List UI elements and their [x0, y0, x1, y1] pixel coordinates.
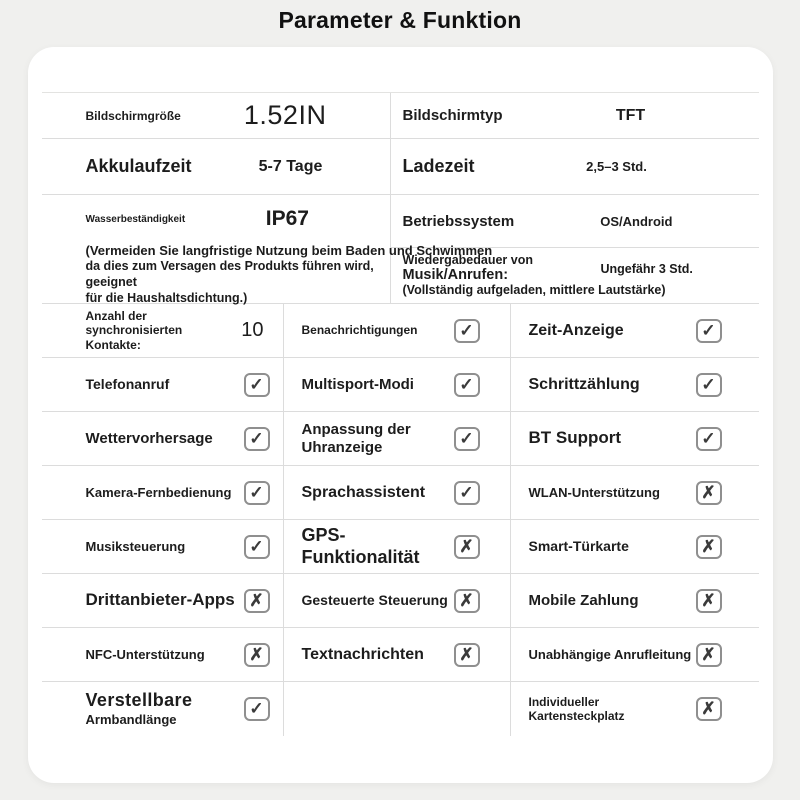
checkbox-checked-icon: ✓	[454, 481, 480, 505]
feature-cell-camera-remote	[42, 466, 284, 520]
checkbox-crossed-icon: ✗	[696, 589, 722, 613]
feature-cell-adjustable-strap	[42, 682, 284, 736]
feature-label: Textnachrichten	[301, 645, 424, 663]
feature-label: GPS-Funktionalität	[301, 524, 420, 567]
spec-value: Ungefähr 3 Std.	[600, 262, 693, 276]
note-line: (Vermeiden Sie langfristige Nutzung beim Baden und Schwimmen	[85, 243, 493, 258]
feature-cell-watchface-customization	[284, 412, 511, 466]
feature-label: Anpassung der Uhranzeige	[301, 420, 411, 456]
feature-cell-independent-call-line	[511, 628, 759, 682]
feature-cell-nfc-support	[42, 628, 284, 682]
checkbox-crossed-icon: ✗	[454, 535, 480, 559]
spec-label: Akkulaufzeit	[85, 156, 192, 176]
spec-label: Ladezeit	[402, 156, 475, 176]
spec-card	[28, 47, 773, 783]
spec-table	[42, 92, 759, 304]
checkbox-crossed-icon: ✗	[454, 643, 480, 667]
checkbox-checked-icon: ✓	[454, 427, 480, 451]
feature-label: BT Support	[528, 428, 622, 448]
feature-label: Benachrichtigungen	[301, 323, 418, 338]
spec-value: TFT	[615, 106, 646, 124]
feature-label: WLAN-Unterstützung	[528, 484, 660, 500]
feature-label: Schrittzählung	[528, 375, 640, 393]
feature-label: Unabhängige Anrufleitung	[528, 646, 692, 662]
spec-label: Wasserbeständigkeit	[85, 213, 186, 225]
feature-cell-mobile-payment	[511, 574, 759, 628]
spec-label: Wiedergabedauer von	[402, 253, 533, 267]
feature-cell-notifications	[284, 304, 511, 358]
feature-label: Kamera-Fernbedienung	[85, 484, 232, 500]
page-title: Parameter & Funktion	[278, 7, 522, 33]
checkbox-crossed-icon: ✗	[696, 535, 722, 559]
checkbox-checked-icon: ✓	[696, 427, 722, 451]
spec-label: Musik/Anrufen:	[402, 267, 509, 283]
checkbox-checked-icon: ✓	[244, 481, 270, 505]
feature-cell-gesture-control	[284, 574, 511, 628]
feature-grid	[42, 304, 759, 736]
feature-cell-text-messages	[284, 628, 511, 682]
spec-column-right	[391, 93, 759, 303]
spec-row-screen-type	[391, 93, 759, 139]
checkbox-crossed-icon: ✗	[454, 589, 480, 613]
feature-label: NFC-Unterstützung	[85, 646, 205, 662]
feature-label: Telefonanruf	[85, 376, 170, 393]
checkbox-checked-icon: ✓	[454, 373, 480, 397]
checkbox-crossed-icon: ✗	[696, 643, 722, 667]
feature-cell-thirdparty-apps	[42, 574, 284, 628]
spec-label: Bildschirmtyp	[402, 107, 503, 124]
note-line: für die Haushaltsdichtung.)	[85, 290, 248, 305]
checkbox-checked-icon: ✓	[244, 697, 270, 721]
spec-label: Betriebssystem	[402, 212, 515, 230]
feature-cell-step-counter	[511, 358, 759, 412]
spec-row-screen-size	[42, 93, 390, 139]
feature-cell-voice-assistant	[284, 466, 511, 520]
spec-label: Bildschirmgröße	[85, 108, 181, 123]
spec-value: OS/Android	[600, 213, 673, 229]
spec-row-battery-life	[42, 139, 390, 195]
spec-value: 5-7 Tage	[258, 157, 323, 175]
spec-row-charge-time	[391, 139, 759, 195]
feature-label: Individueller Kartensteckplatz	[528, 694, 625, 723]
feature-label: Verstellbare Armbandlänge	[85, 690, 193, 727]
feature-label: Anzahl der synchronisierten Kontakte:	[85, 308, 183, 352]
checkbox-checked-icon: ✓	[454, 319, 480, 343]
feature-label: Mobile Zahlung	[528, 591, 639, 609]
feature-label: Smart-Türkarte	[528, 538, 629, 555]
feature-cell-wlan-support	[511, 466, 759, 520]
spec-row-operating-system	[391, 195, 759, 248]
checkbox-crossed-icon: ✗	[696, 481, 722, 505]
spec-value: 2,5–3 Std.	[586, 159, 647, 174]
feature-cell-bt-support	[511, 412, 759, 466]
checkbox-checked-icon: ✓	[696, 319, 722, 343]
checkbox-checked-icon: ✓	[244, 427, 270, 451]
feature-cell-phone-call	[42, 358, 284, 412]
checkbox-checked-icon: ✓	[244, 535, 270, 559]
feature-label: Sprachassistent	[301, 483, 426, 501]
feature-cell-time-display	[511, 304, 759, 358]
checkbox-crossed-icon: ✗	[696, 697, 722, 721]
checkbox-checked-icon: ✓	[696, 373, 722, 397]
feature-label: Musiksteuerung	[85, 538, 186, 554]
feature-cell-synced-contacts	[42, 304, 284, 358]
feature-label: Gesteuerte Steuerung	[301, 592, 448, 609]
feature-label: Wettervorhersage	[85, 429, 213, 447]
feature-cell-individual-card-slot	[511, 682, 759, 736]
checkbox-crossed-icon: ✗	[244, 589, 270, 613]
feature-cell-music-control	[42, 520, 284, 574]
feature-label: Zeit-Anzeige	[528, 321, 624, 339]
feature-cell-multisport-modes	[284, 358, 511, 412]
playback-note: (Vollständig aufgeladen, mittlere Lautstärke)	[402, 283, 666, 297]
feature-cell-weather-forecast	[42, 412, 284, 466]
feature-label: Multisport-Modi	[301, 375, 414, 393]
feature-cell-empty	[284, 682, 511, 736]
feature-cell-smart-door-card	[511, 520, 759, 574]
checkbox-crossed-icon: ✗	[244, 643, 270, 667]
checkbox-checked-icon: ✓	[244, 373, 270, 397]
feature-text-value: 10	[241, 319, 264, 341]
note-line: da dies zum Versagen des Produkts führen wird, geeignet	[85, 259, 374, 289]
spec-value: 1.52IN	[243, 100, 327, 130]
feature-cell-gps-functionality	[284, 520, 511, 574]
spec-value: IP67	[265, 207, 309, 230]
feature-label: Drittanbieter-Apps	[85, 590, 235, 610]
